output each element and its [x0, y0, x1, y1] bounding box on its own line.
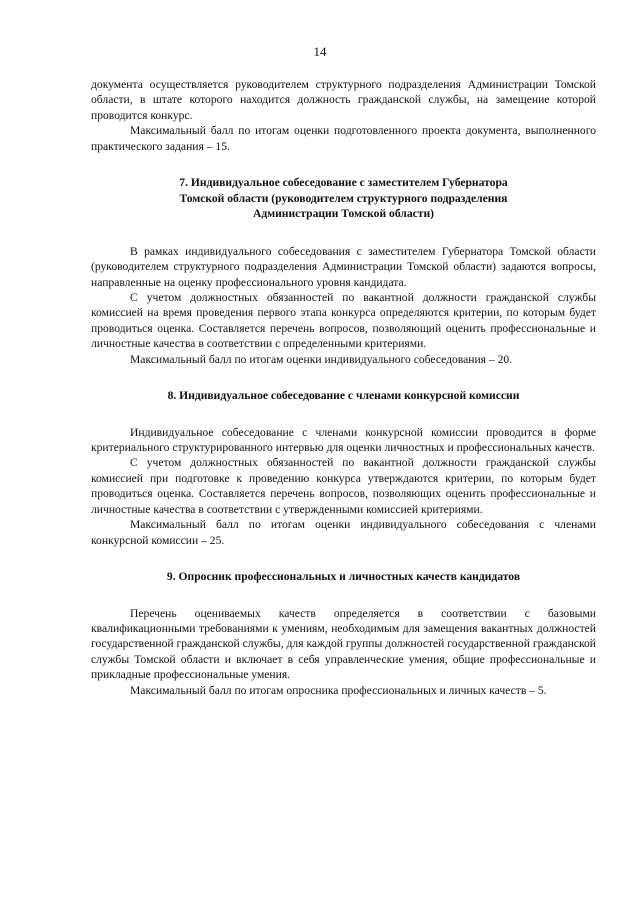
- section-8-heading: 8. Индивидуальное собеседование с членами конкурсной комиссии: [167, 389, 520, 403]
- section-7-paragraph: С учетом должностных обязанностей по вакантной должности гражданской службы комиссией на время проведения первого этапа конкурса определяются критерии, по которым будет проводиться оценка. Составляется перечень вопросов, позволяющий оценить профессиональные и личностные качества в соответствии с определенными критериями.: [91, 291, 596, 351]
- document-body: [91, 77, 596, 698]
- section-8-paragraph: Индивидуальное собеседование с членами конкурсной комиссии проводится в форме критериального структурированного интервью для оценки личностных и профессиональных качеств.: [91, 425, 596, 455]
- section-7-heading-line: 7. Индивидуальное собеседование с заместителем Губернатора: [179, 176, 508, 190]
- section-7-heading-line: Томской области (руководителем структурного подразделения: [179, 191, 508, 205]
- section-9-heading: 9. Опросник профессиональных и личностных качеств кандидатов: [166, 569, 521, 583]
- intro-paragraph: документа осуществляется руководителем структурного подразделения Администрации Томской области, в штате которого находится должность гражданской службы, на замещение которой проводится конкурс.: [91, 78, 596, 122]
- section-9-score-paragraph: Максимальный балл по итогам опросника профессиональных и личных качеств – 5.: [130, 683, 547, 697]
- section-8-score-paragraph: Максимальный балл по итогам оценки индивидуального собеседования с членами конкурсной комиссии – 25.: [91, 518, 596, 547]
- section-7-heading-line: Администрации Томской области): [252, 207, 435, 221]
- section-9-paragraph: Перечень оцениваемых качеств определяется в соответствии с базовыми квалификационными требованиями к умениям, необходимым для замещения вакантных должностей государственной гражданской службы, для каждой группы должностей государственной гражданской службы Томской области и включает в себя управленческие умения, общие профессиональные и прикладные профессиональные умения.: [91, 606, 596, 682]
- section-7-heading: [91, 175, 596, 222]
- section-8-paragraph: С учетом должностных обязанностей по вакантной должности гражданской службы комиссией при подготовке к проведению конкурса утверждаются критерии, по которым будет проводиться оценка. Составляется перечень вопросов, позволяющих оценить профессиональные и личностные качества в соответствии с утвержденными комиссией критериями.: [91, 456, 596, 516]
- page-number: 14: [313, 44, 327, 59]
- section-7-paragraph: В рамках индивидуального собеседования с заместителем Губернатора Томской области (руководителем структурного подразделения Администрации Томской области) задаются вопросы, направленные на оценку профессионального уровня кандидата.: [91, 244, 596, 289]
- section-7-score-paragraph: Максимальный балл по итогам оценки индивидуального собеседования – 20.: [130, 352, 513, 366]
- project-score-paragraph: Максимальный балл по итогам оценки подготовленного проекта документа, выполненного практического задания – 15.: [91, 124, 596, 153]
